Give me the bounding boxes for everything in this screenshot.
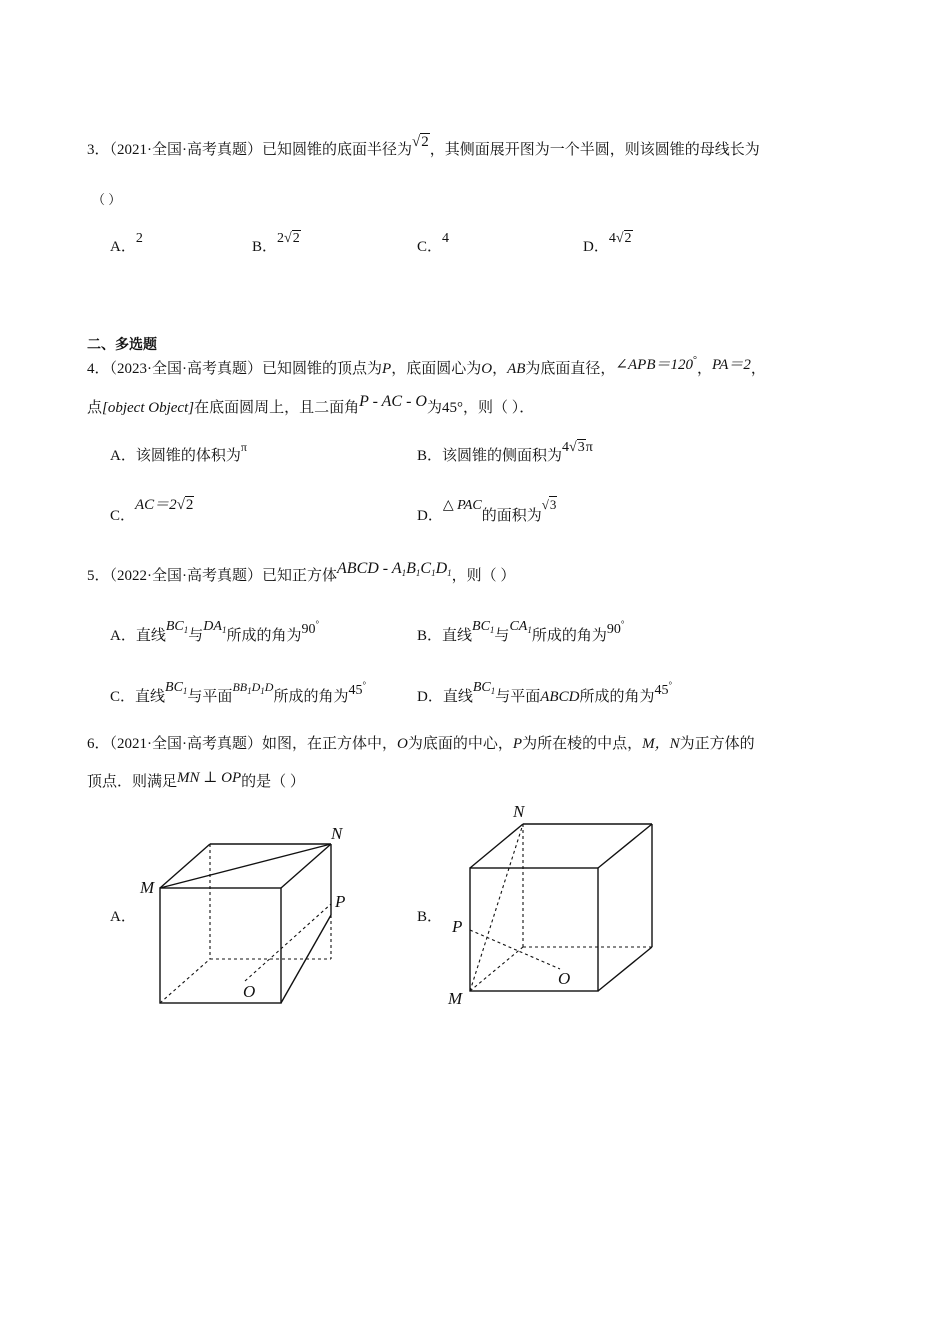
q6-option-b-label[interactable]: B． bbox=[417, 909, 443, 925]
label-n-a: N bbox=[331, 824, 343, 843]
q6-line1: 6．（2021·全国·高考真题）如图，在正方体中，O为底面的中心，P为所在棱的中点，M，N为正方体的 bbox=[87, 736, 755, 752]
label-p-a: P bbox=[335, 892, 346, 911]
q4-option-b[interactable]: B．该圆锥的侧面积为4√3π bbox=[417, 440, 593, 464]
q3-radius: √2 bbox=[412, 134, 429, 150]
q4-option-a[interactable]: A．该圆锥的体积为$^\pi$ bbox=[110, 440, 247, 464]
q3-option-a[interactable]: A．2 bbox=[110, 231, 143, 255]
q5-option-c[interactable]: C．直线$BC_1$与平面$^{BB_1D_1D}$所成的角为45° bbox=[110, 680, 367, 705]
label-o-a: O bbox=[243, 982, 256, 1001]
q5-option-d[interactable]: D．直线$BC_1$与平面ABCD所成的角为45° bbox=[417, 680, 673, 705]
label-m-a: M bbox=[140, 878, 155, 897]
q6-figure-a[interactable] bbox=[130, 820, 360, 1020]
q6-line2: 顶点．则满足MN ⊥ OP的是（ ） bbox=[87, 770, 305, 790]
segment-mn-b bbox=[470, 824, 523, 991]
q3-option-c[interactable]: C．4 bbox=[417, 231, 450, 255]
q4-line1: 4．（2023·全国·高考真题）已知圆锥的顶点为P，底面圆心为O，AB为底面直径，∠APB＝120°，PA＝2， bbox=[87, 355, 766, 377]
section-title: 二、多选题 bbox=[87, 338, 157, 353]
q6-option-a-label[interactable]: A． bbox=[110, 909, 136, 925]
q3-line1: 3．（2021·全国·高考真题）已知圆锥的底面半径为√2，其侧面展开图为一个半圆，则该圆锥的母线长为 bbox=[87, 134, 760, 158]
q3-option-b[interactable]: B．2√2 bbox=[252, 231, 300, 255]
q4-option-d[interactable]: D．△ PAC的面积为√3 bbox=[417, 497, 557, 524]
q4-line2: 点[object Object]在底面圆周上，且二面角P - AC - O为45°，则（ ）． bbox=[87, 393, 535, 416]
cube-a-front-face bbox=[160, 888, 281, 1003]
label-m-b: M bbox=[448, 989, 463, 1008]
q5-line1: 5．（2022·全国·高考真题）已知正方体ABCD - A1B1C1D1，则（ ） bbox=[87, 560, 516, 584]
label-n-b: N bbox=[513, 802, 525, 821]
q3-option-d[interactable]: D．4√2 bbox=[583, 231, 632, 255]
q5-option-b[interactable]: B．直线$BC_1$与$CA_1$所成的角为90° bbox=[417, 619, 625, 644]
q4-option-c[interactable]: C．AC＝2√2 bbox=[110, 497, 194, 524]
cube-b-front-face bbox=[470, 868, 598, 991]
segment-op-a bbox=[245, 904, 331, 981]
q5-option-a[interactable]: A．直线$BC_1$与$DA_1$所成的角为90° bbox=[110, 619, 320, 644]
q3-paren: （ ） bbox=[92, 192, 122, 207]
label-p-b: P bbox=[452, 917, 463, 936]
label-o-b: O bbox=[558, 969, 571, 988]
q6-figure-b[interactable] bbox=[440, 800, 670, 1015]
